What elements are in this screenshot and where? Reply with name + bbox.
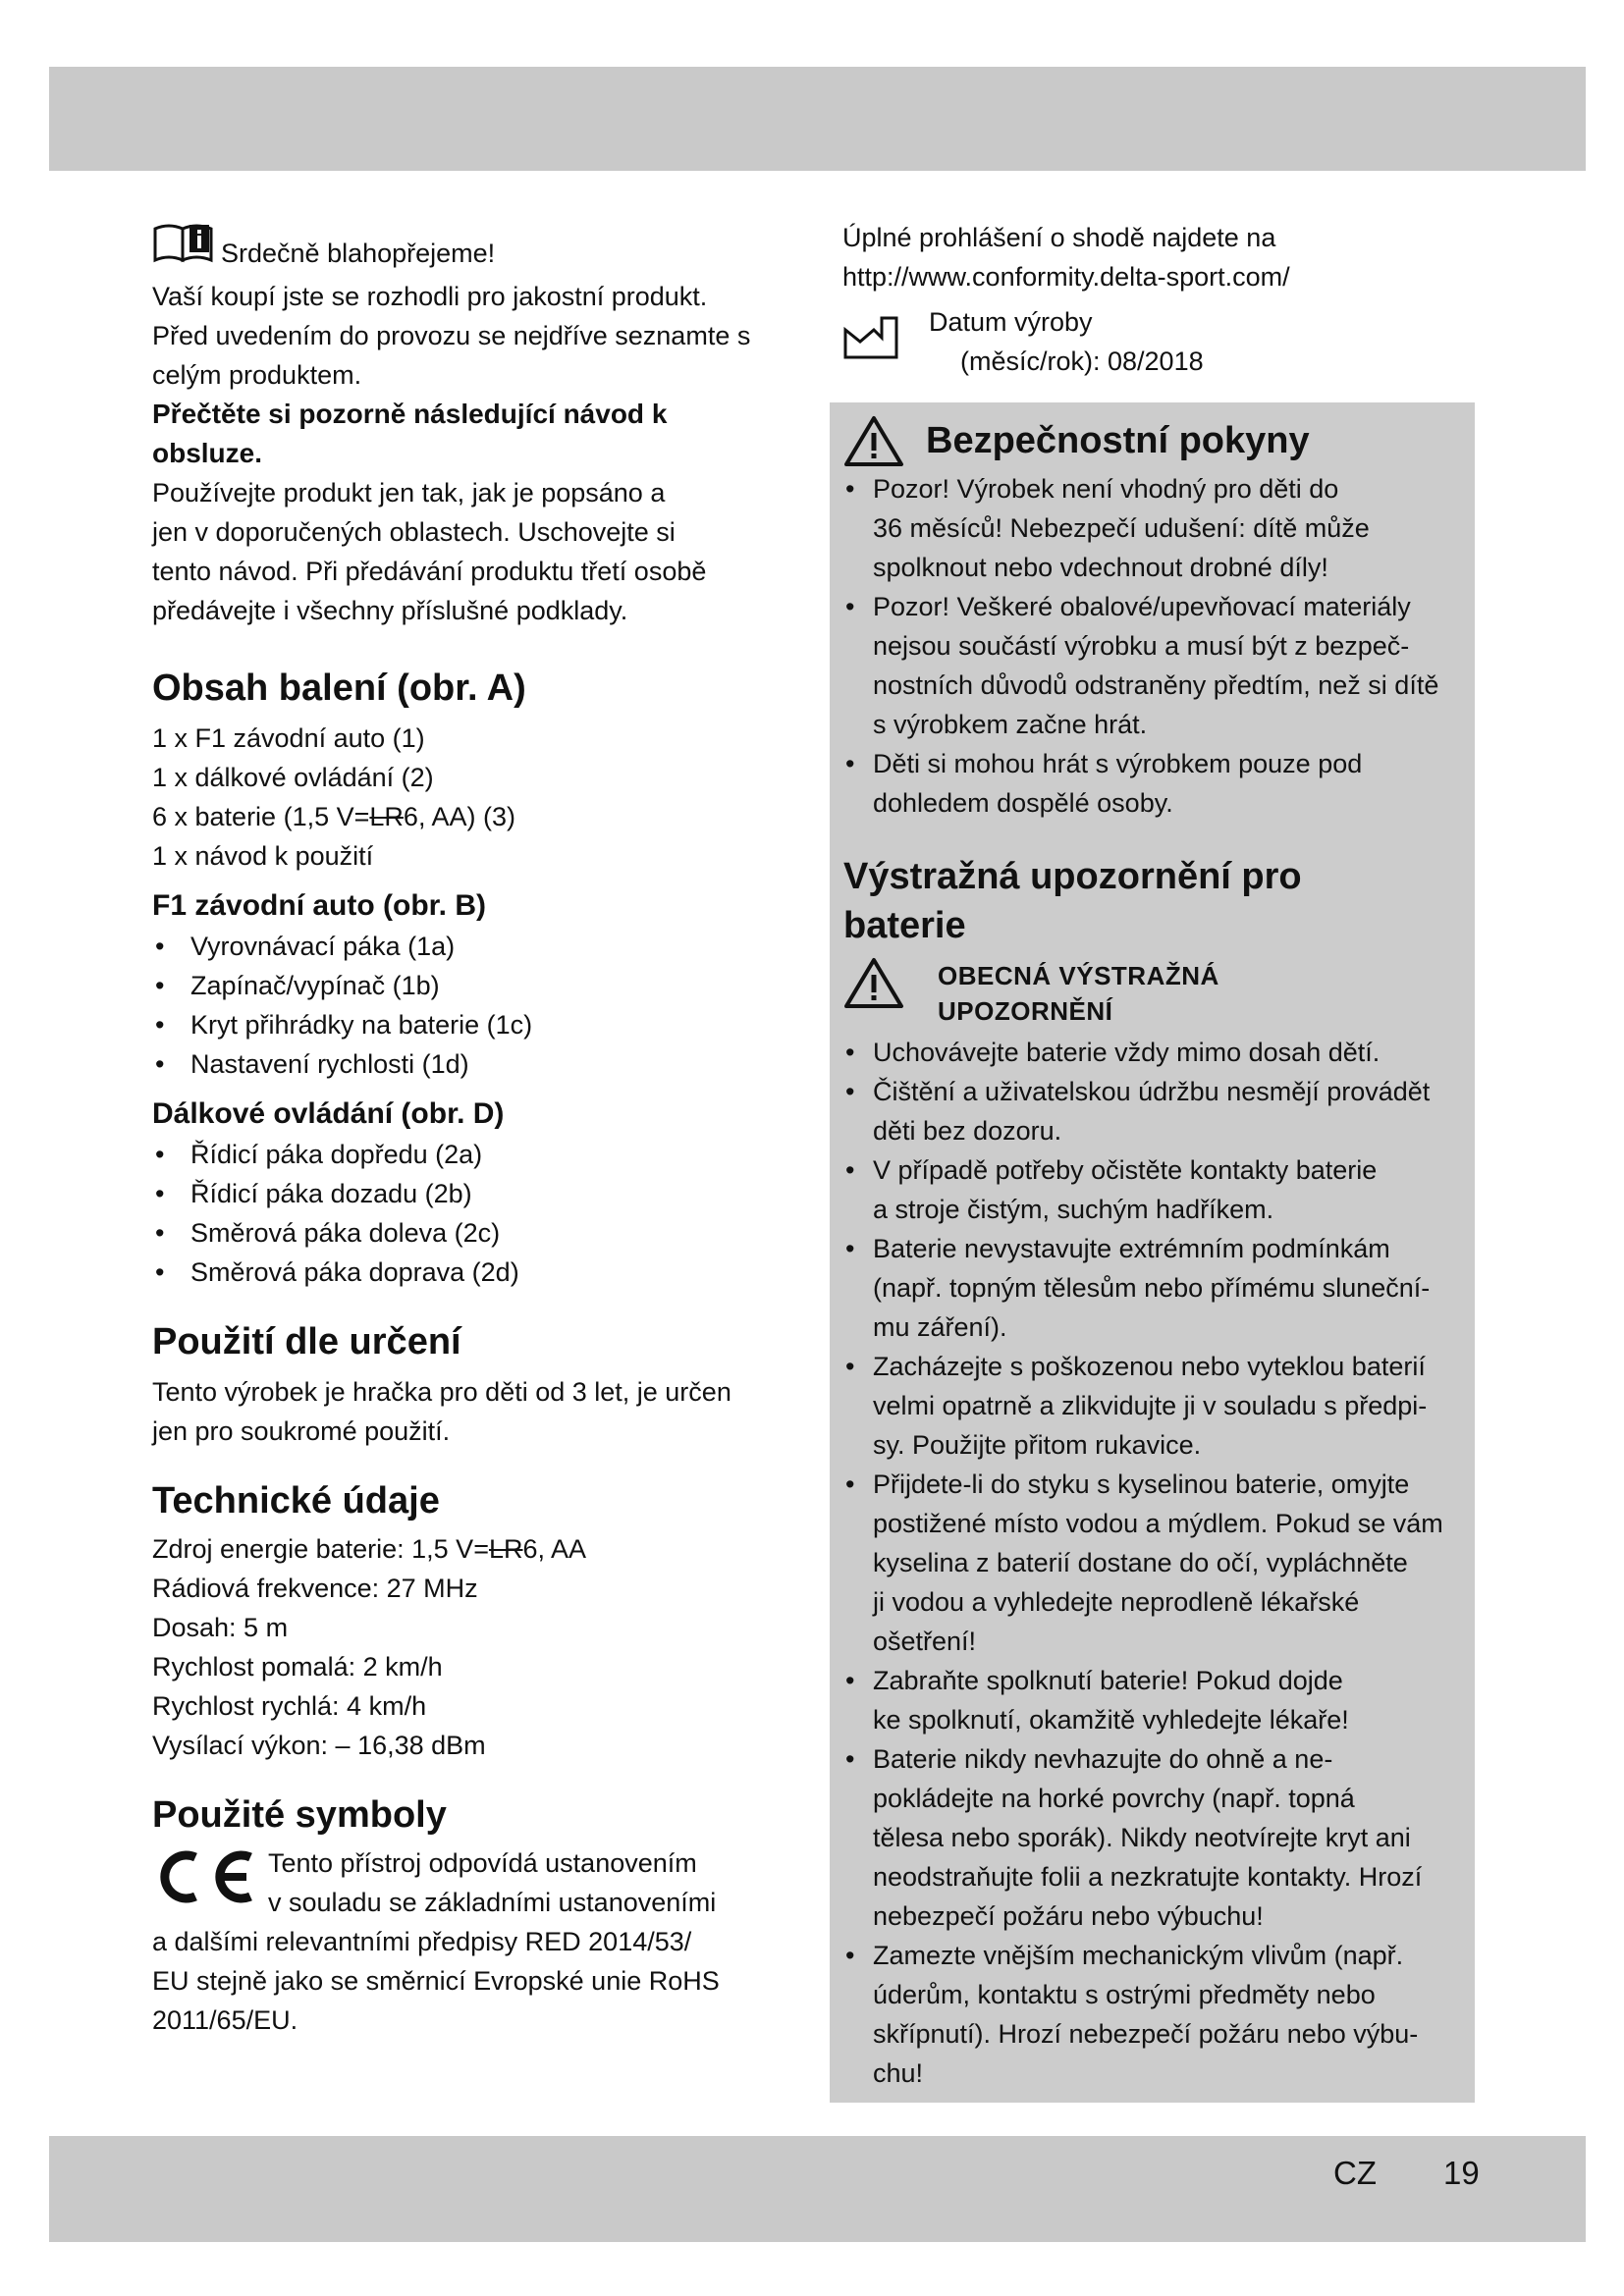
- list-item: • Přijdete-li do styku s kyselinou baterie, omyjte postižené místo vodou a mýdlem. Pokud se vám kyselina z baterií dostane do očí, vypláchněte ji vodou a vyhledejte neprodleně lékařské ošetření!: [845, 1469, 1443, 1656]
- usage-line: tento návod. Při předávání produktu třetí osobě: [152, 557, 707, 586]
- read-carefully-line: Přečtěte si pozorně následující návod k: [152, 399, 668, 429]
- usage-line: jen v doporučených oblastech. Uschovejte si: [152, 517, 676, 547]
- intended-use-line: jen pro soukromé použití.: [152, 1416, 451, 1446]
- contents-line: 1 x dálkové ovládání (2): [152, 763, 434, 792]
- safety-list: [843, 469, 1465, 823]
- intro-line: celým produktem.: [152, 360, 362, 390]
- left-column: [152, 221, 800, 2040]
- remote-heading: Dálkové ovládání (obr. D): [152, 1097, 505, 1130]
- manufacture-date-icon: [842, 316, 899, 359]
- dc-symbol: =: [473, 1534, 489, 1564]
- symbols-line: EU stejně jako se směrnicí Evropské unie RoHS: [152, 1966, 720, 1996]
- list-item: • Směrová páka doprava (2d): [155, 1257, 519, 1287]
- list-item: • Zapínač/vypínač (1b): [155, 971, 440, 1000]
- dc-symbol: =: [353, 802, 370, 831]
- lr-mark: LR: [369, 802, 404, 831]
- conformity-line: Úplné prohlášení o shodě najdete na: [842, 223, 1276, 252]
- list-item: • Baterie nikdy nevhazujte do ohně a ne- pokládejte na horké povrchy (např. topná tělesa nebo sporák). Nikdy neotvírejte kryt ani neodstraňujte folii a nezkratujte kontakty. Hrozí nebezpečí požáru nebo výbuchu!: [845, 1744, 1423, 1931]
- warning-icon: [843, 956, 904, 1009]
- ce-block: [152, 1843, 800, 1922]
- list-item: • Směrová páka doleva (2c): [155, 1218, 501, 1248]
- greeting-text: Srdečně blahopřejeme!: [221, 239, 496, 268]
- symbols-line: a dalšími relevantními předpisy RED 2014/53/: [152, 1927, 692, 1956]
- manufacture-date-block: [842, 302, 1487, 381]
- read-manual-icon: [152, 221, 217, 277]
- ce-mark-icon: [152, 1849, 258, 1904]
- conformity-url: http://www.conformity.delta-sport.com/: [842, 262, 1290, 292]
- lr-mark: LR: [488, 1534, 523, 1564]
- car-parts-list: [152, 927, 800, 1084]
- manufacture-date-text: [929, 302, 1204, 381]
- manufacture-date-label: Datum výroby: [929, 307, 1093, 337]
- list-item: • Baterie nevystavujte extrémním podmínkám (např. topným tělesům nebo přímému sluneční- mu záření).: [845, 1234, 1431, 1342]
- tech-data-heading: Technické údaje: [152, 1480, 440, 1522]
- car-heading: F1 závodní auto (obr. B): [152, 889, 487, 922]
- list-item: • Zacházejte s poškozenou nebo vyteklou baterií velmi opatrně a zlikvidujte ji v souladu s předpi- sy. Použijte přitom rukavice.: [845, 1352, 1428, 1460]
- list-item: • Řídicí páka dopředu (2a): [155, 1140, 483, 1169]
- ce-text: [268, 1843, 716, 1922]
- list-item: • Zamezte vnějším mechanickým vlivům (např. úderům, kontaktu s ostrými předměty nebo skřípnutí). Hrozí nebezpečí požáru nebo výbu- chu!: [845, 1941, 1419, 2088]
- tech-line: Vysílací výkon: – 16,38 dBm: [152, 1731, 486, 1760]
- tech-line: Rádiová frekvence: 27 MHz: [152, 1574, 478, 1603]
- contents-line: 1 x F1 závodní auto (1): [152, 723, 425, 753]
- read-carefully-line: obsluze.: [152, 438, 263, 468]
- list-item: • V případě potřeby očistěte kontakty baterie a stroje čistým, suchým hadříkem.: [845, 1155, 1378, 1224]
- list-item: • Kryt přihrádky na baterie (1c): [155, 1010, 533, 1040]
- contents-heading: Obsah balení (obr. A): [152, 667, 526, 709]
- general-warning-heading: OBECNÁ VÝSTRAŽNÁ UPOZORNĚNÍ: [938, 961, 1219, 1026]
- symbols-heading: Použité symboly: [152, 1794, 447, 1836]
- safety-heading: Bezpečnostní pokyny: [926, 420, 1310, 461]
- list-item: • Pozor! Veškeré obalové/upevňovací materiály nejsou součástí výrobku a musí být z bezpeč- nostních důvodů odstraněny předtím, než si dítě s výrobkem začne hrát.: [845, 592, 1439, 739]
- ce-line: v souladu se základními ustanoveními: [268, 1888, 717, 1917]
- tech-line: Dosah: 5 m: [152, 1613, 289, 1642]
- general-warning-title-row: [843, 956, 1465, 1029]
- intro-line: Před uvedením do provozu se nejdříve seznamte s: [152, 321, 751, 350]
- intro-line: Vaší koupí jste se rozhodli pro jakostní produkt.: [152, 282, 708, 311]
- remote-parts-list: [152, 1135, 800, 1292]
- list-item: • Děti si mohou hrát s výrobkem pouze pod dohledem dospělé osoby.: [845, 749, 1363, 818]
- contents-line: 1 x návod k použití: [152, 841, 374, 871]
- list-item: • Čištění a uživatelskou údržbu nesmějí provádět děti bez dozoru.: [845, 1077, 1431, 1146]
- ce-line: Tento přístroj odpovídá ustanovením: [268, 1848, 697, 1878]
- usage-line: Používejte produkt jen tak, jak je popsáno a: [152, 478, 666, 507]
- right-column: [842, 218, 1487, 2103]
- list-item: • Vyrovnávací páka (1a): [155, 932, 456, 961]
- page-number: 19: [1443, 2155, 1480, 2191]
- manufacture-date-value: (měsíc/rok): 08/2018: [960, 347, 1204, 376]
- list-item: • Řídicí páka dozadu (2b): [155, 1179, 472, 1208]
- tech-line: Rychlost rychlá: 4 km/h: [152, 1691, 427, 1721]
- intended-use-heading: Použití dle určení: [152, 1321, 461, 1362]
- safety-title-row: [843, 414, 1465, 467]
- contents-line: 6 x baterie (1,5 V=LR6, AA) (3): [152, 802, 515, 831]
- usage-line: předávejte i všechny příslušné podklady.: [152, 596, 628, 625]
- tech-line: Zdroj energie baterie: 1,5 V=LR6, AA: [152, 1534, 587, 1564]
- battery-warning-list: [843, 1033, 1465, 2093]
- symbols-line: 2011/65/EU.: [152, 2005, 298, 2035]
- greeting-line: [152, 221, 800, 277]
- warning-icon: [843, 414, 904, 467]
- header-band: [49, 67, 1586, 171]
- list-item: • Uchovávejte baterie vždy mimo dosah dětí.: [845, 1038, 1380, 1067]
- tech-line: Rychlost pomalá: 2 km/h: [152, 1652, 443, 1682]
- list-item: • Zabraňte spolknutí baterie! Pokud dojde ke spolknutí, okamžitě vyhledejte lékaře!: [845, 1666, 1349, 1735]
- footer-language: CZ: [1333, 2155, 1377, 2191]
- safety-box: [830, 402, 1475, 2103]
- battery-warnings-heading: Výstražná upozornění pro baterie: [843, 856, 1302, 946]
- list-item: • Nastavení rychlosti (1d): [155, 1049, 469, 1079]
- intended-use-line: Tento výrobek je hračka pro děti od 3 let, je určen: [152, 1377, 731, 1407]
- list-item: • Pozor! Výrobek není vhodný pro děti do 36 měsíců! Nebezpečí udušení: dítě může spolknout nebo vdechnout drobné díly!: [845, 474, 1370, 582]
